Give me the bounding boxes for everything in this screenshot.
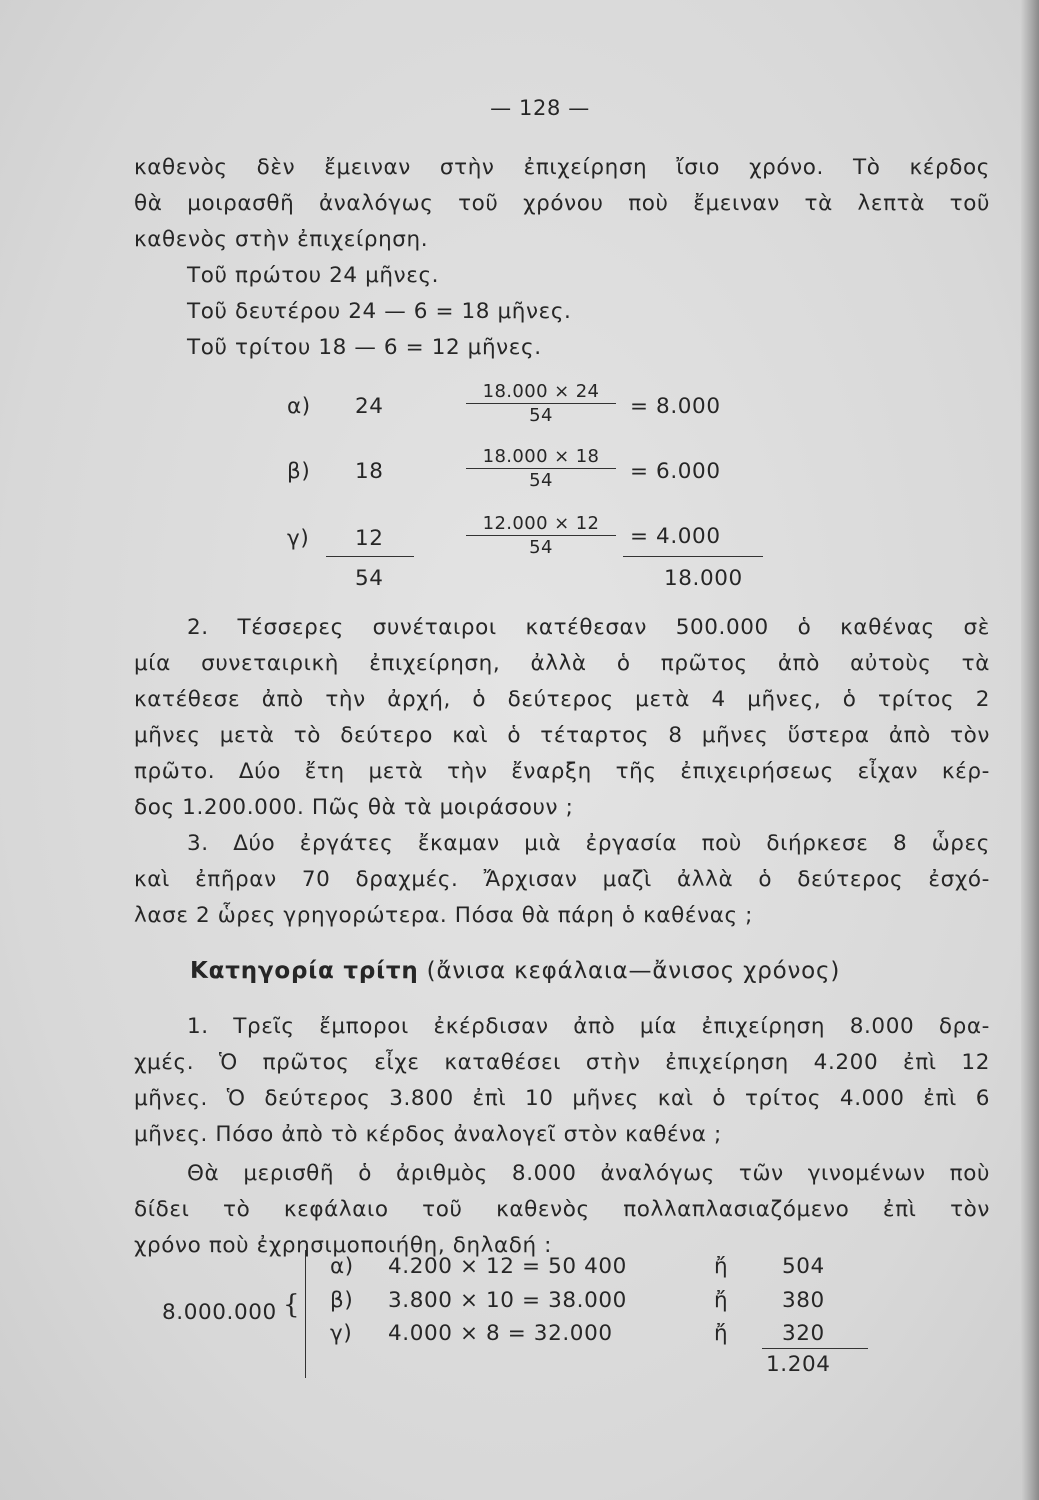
problem2-line-6: δος 1.200.000. Πῶς θὰ τὰ μοιράσουν ;	[134, 795, 574, 820]
solution-line-2: δίδει τὸ κεφάλαιο τοῦ καθενὸς πολλαπλασιαζόμενο ἐπὶ τὸν	[134, 1197, 990, 1222]
calc1-sum-rule-right	[623, 556, 763, 557]
problem1-line-4: μῆνες. Πόσο ἀπὸ τὸ κέρδος ἀναλογεῖ στὸν καθένα ;	[134, 1122, 722, 1147]
calc1-fraction-c	[466, 513, 616, 558]
calc2-brace: {	[283, 1290, 300, 1320]
fraction-numerator: 18.000 × 18	[466, 446, 616, 469]
fraction-denominator: 54	[529, 405, 553, 426]
problem3-line-2: καὶ ἐπῆραν 70 δραχμές. Ἄρχισαν μαζὶ ἀλλὰ ὁ δεύτερος ἐσχό-	[134, 867, 990, 892]
calc1-label-c: γ)	[287, 526, 310, 551]
calc2-or-a: ἤ	[714, 1254, 729, 1279]
problem2-line-3: κατέθεσε ἀπὸ τὴν ἀρχή, ὁ δεύτερος μετὰ 4 μῆνες, ὁ τρίτος 2	[134, 687, 990, 712]
calc1-label-a: α)	[287, 394, 311, 419]
section-subtitle: (ἄνισα κεφάλαια—ἄνισος χρόνος)	[426, 958, 841, 984]
calc2-expr-c: 4.000 × 8 = 32.000	[388, 1321, 613, 1346]
calc2-value-c: 320	[782, 1321, 825, 1346]
calc1-value-a: 24	[355, 394, 384, 419]
calc2-label-c: γ)	[330, 1321, 353, 1346]
calc1-sum-right: 18.000	[664, 566, 743, 591]
calc2-value-b: 380	[782, 1288, 825, 1313]
months-line-2: Τοῦ δευτέρου 24 — 6 = 18 μῆνες.	[187, 299, 572, 324]
solution-line-1: Θὰ μερισθῆ ὁ ἀριθμὸς 8.000 ἀναλόγως τῶν γινομένων ποὺ	[187, 1161, 990, 1186]
calc1-sum-rule-left	[326, 556, 414, 557]
fraction-denominator: 54	[529, 470, 553, 491]
months-line-3: Τοῦ τρίτου 18 — 6 = 12 μῆνες.	[187, 335, 542, 360]
calc1-value-b: 18	[355, 459, 384, 484]
calc1-fraction-a	[466, 381, 616, 426]
calc1-result-c: = 4.000	[630, 524, 721, 549]
calc2-expr-a: 4.200 × 12 = 50 400	[388, 1254, 627, 1279]
para1-line-1: καθενὸς δὲν ἔμειναν στὴν ἐπιχείρηση ἴσιο χρόνο. Τὸ κέρδος	[134, 155, 990, 180]
section-title: Κατηγορία τρίτη	[190, 958, 419, 984]
fraction-denominator: 54	[529, 537, 553, 558]
calc1-label-b: β)	[287, 459, 311, 484]
para1-line-2: θὰ μοιρασθῆ ἀναλόγως τοῦ χρόνου ποὺ ἔμειναν τὰ λεπτὰ τοῦ	[134, 191, 990, 216]
problem1-line-1: 1. Τρεῖς ἔμποροι ἐκέρδισαν ἀπὸ μία ἐπιχείρηση 8.000 δρα-	[187, 1014, 990, 1039]
page-number: — 128 —	[490, 96, 590, 120]
calc2-value-a: 504	[782, 1254, 825, 1279]
section-heading	[190, 958, 840, 984]
problem2-line-2: μία συνεταιρικὴ ἐπιχείρηση, ἀλλὰ ὁ πρῶτος ἀπὸ αὐτοὺς τὰ	[134, 651, 990, 676]
fraction-numerator: 12.000 × 12	[466, 513, 616, 536]
calc2-label-a: α)	[330, 1254, 354, 1279]
problem2-line-4: μῆνες μετὰ τὸ δεύτερο καὶ ὁ τέταρτος 8 μῆνες ὕστερα ἀπὸ τὸν	[134, 723, 990, 748]
fraction-numerator: 18.000 × 24	[466, 381, 616, 404]
problem3-line-1: 3. Δύο ἐργάτες ἔκαμαν μιὰ ἐργασία ποὺ διήρκεσε 8 ὧρες	[187, 831, 990, 856]
calc2-or-b: ἤ	[714, 1288, 729, 1313]
solution-line-3: χρόνο ποὺ ἐχρησιμοποιήθη, δηλαδή :	[134, 1233, 553, 1258]
calc1-value-c: 12	[355, 526, 384, 551]
calc1-result-a: = 8.000	[630, 394, 721, 419]
para1-line-3: καθενὸς στὴν ἐπιχείρηση.	[134, 227, 429, 252]
calc1-sum-left: 54	[355, 566, 384, 591]
calc1-result-b: = 6.000	[630, 459, 721, 484]
months-line-1: Τοῦ πρώτου 24 μῆνες.	[187, 263, 440, 288]
calc2-label-b: β)	[330, 1288, 354, 1313]
calc2-sum-rule	[762, 1348, 868, 1349]
calc2-total: 8.000.000	[162, 1300, 277, 1325]
problem1-line-2: χμές. Ὁ πρῶτος εἶχε καταθέσει στὴν ἐπιχείρηση 4.200 ἐπὶ 12	[134, 1050, 990, 1075]
problem3-line-3: λασε 2 ὧρες γρηγορώτερα. Πόσα θὰ πάρη ὁ καθένας ;	[134, 903, 754, 928]
problem1-line-3: μῆνες. Ὁ δεύτερος 3.800 ἐπὶ 10 μῆνες καὶ ὁ τρίτος 4.000 ἐπὶ 6	[134, 1086, 990, 1111]
calc2-expr-b: 3.800 × 10 = 38.000	[388, 1288, 627, 1313]
calc2-or-c: ἤ	[714, 1321, 729, 1346]
calc2-sum: 1.204	[766, 1352, 831, 1377]
problem2-line-1: 2. Τέσσερες συνέταιροι κατέθεσαν 500.000 ὁ καθένας σὲ	[187, 615, 990, 640]
calc1-fraction-b	[466, 446, 616, 491]
calc2-vertical-rule	[305, 1250, 306, 1378]
problem2-line-5: πρῶτο. Δύο ἔτη μετὰ τὴν ἔναρξη τῆς ἐπιχειρήσεως εἶχαν κέρ-	[134, 759, 990, 784]
page-edge-shadow	[1021, 0, 1039, 1500]
